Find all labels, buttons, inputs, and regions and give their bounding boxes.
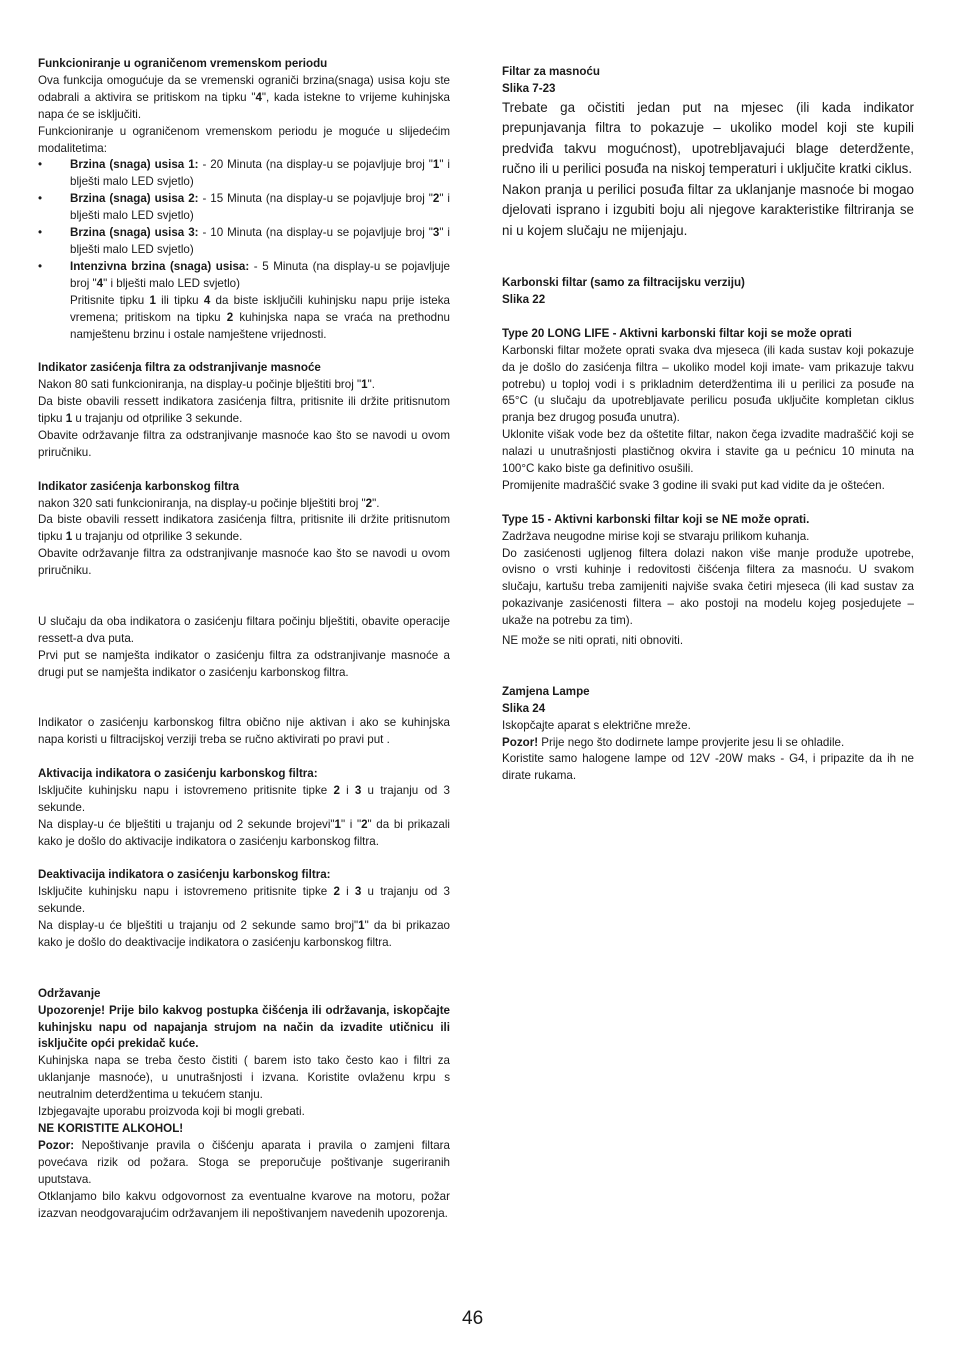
alcohol-warning: NE KORISTITE ALKOHOL! <box>38 1121 184 1135</box>
list-item: • Brzina (snaga) usisa 2: - 15 Minuta (na display-u se pojavljuje broj "2" i blješti malo LED svjetlo) <box>38 192 450 223</box>
paragraph: Otklanjamo bilo kakvu odgovornost za eventualne kvarove na motoru, požar izazvan neodgovarajućim održavanjem ili nepoštivanjem navedenih upozorenja. <box>38 1189 450 1220</box>
paragraph: Koristite samo halogene lampe od 12V -20W maks - G4, i pripazite da ih ne dirate rukama. <box>502 752 914 783</box>
speed-list <box>38 157 450 343</box>
paragraph: Zadržava neugodne mirise koji se stvaraju prilikom kuhanja. <box>502 529 810 543</box>
paragraph: NE može se niti oprati, niti obnoviti. <box>502 634 684 648</box>
paragraph: Na display-u će blještiti u trajanju od 2 sekunde brojevi"1" i "2" da bi prikazali kako je došlo do aktivacije indikatora o zasićenju karbonskog filtra. <box>38 817 450 848</box>
figure-ref: Slika 22 <box>502 293 546 307</box>
paragraph: Nakon pranja u perilici posuđa filtar za uklanjanje masnoće bi mogao djelovati isprano i izgubiti boju ali njegove karakteristike filtriranja se ni u kojem slučaju ne mijenjaju. <box>502 181 914 238</box>
right-column <box>502 64 914 785</box>
paragraph: Obavite održavanje filtra za odstranjivanje masnoće kao što se navodi u ovom priručniku. <box>38 428 450 459</box>
paragraph: Nakon 80 sati funkcioniranja, na display-u počinje blještiti broj "1". <box>38 378 375 392</box>
paragraph: Da biste obavili ressett indikatora zasićenja filtra, pritisnite ili držite pritisnutom tipku 1 u trajanju od otprilike 3 sekunde. <box>38 513 450 544</box>
paragraph: Funkcioniranje u ograničenom vremenskom periodu je moguće u slijedećim modalitetima: <box>38 124 450 155</box>
paragraph: Kuhinjska napa se treba često čistiti ( barem isto tako često kao i filtri za uklanjanje masnoće), u unutrašnjosti i izvana. Koristite ovlaženu krpu s neutralnim deterdžentima u tekućem stanju. <box>38 1054 450 1102</box>
paragraph: Da biste obavili ressett indikatora zasićenja filtra, pritisnite ili držite pritisnutom tipku 1 u trajanju od otprilike 3 sekunde. <box>38 395 450 426</box>
paragraph: Indikator o zasićenju karbonskog filtra obično nije aktivan i ako se kuhinjska napa koristi u filtracijskoj verziji treba se ručno aktivirati po pravi put . <box>38 716 450 747</box>
paragraph: Pozor: Nepoštivanje pravila o čišćenju aparata i pravila o zamjeni filtara povećava rizik od požara. Stoga se preporučuje poštivanje sugeriranih uputstava. <box>38 1138 450 1186</box>
list-item: • Intenzivna brzina (snaga) usisa: - 5 Minuta (na display-u se pojavljuje broj "4" i blješti malo LED svjetlo) Pritisnite tipku 1 ili tipku 4 da biste isključili kuhinjsku napu prije isteka vremena; pritiskom na tipku 2 kuhinjska napa se vraća na prethodnu namještenu brzinu i ostale namještene vrijednosti. <box>38 259 450 341</box>
section-title: Type 20 LONG LIFE - Aktivni karbonski filtar koji se može oprati <box>502 326 852 340</box>
paragraph: Prvi put se namješta indikator o zasićenju filtra za odstranjivanje masnoće a drugi put se namješta indikator o zasićenju karbonskog filtra. <box>38 648 450 679</box>
section-title: Zamjena Lampe <box>502 684 590 698</box>
paragraph: Promijenite madraščić svake 3 godine ili svaki put kad vidite da je oštećen. <box>502 478 885 492</box>
figure-ref: Slika 24 <box>502 701 546 715</box>
page-number: 46 <box>462 1308 484 1329</box>
paragraph: Iskopčajte aparat s električne mreže. <box>502 718 691 732</box>
paragraph: Ova funkcija omogućuje da se vremenski ograniči brzina(snaga) usisa koju ste odabrali a aktivira se pritiskom na tipku "4", kada istekne to vrijeme kuhinjska napa će se isključiti. <box>38 73 450 121</box>
section-title: Type 15 - Aktivni karbonski filtar koji se NE može oprati. <box>502 512 810 526</box>
list-item: • Brzina (snaga) usisa 1: - 20 Minuta (na display-u se pojavljuje broj "1" i blješti malo LED svjetlo) <box>38 158 450 189</box>
figure-ref: Slika 7-23 <box>502 81 556 95</box>
paragraph: Na display-u će blještiti u trajanju od 2 sekunde samo broj"1" da bi prikazao kako je došlo do deaktivacije indikatora o zasićenju karbonskog filtra. <box>38 919 450 950</box>
paragraph: Isključite kuhinjsku napu i istovremeno pritisnite tipke 2 i 3 u trajanju od 3 sekunde. <box>38 783 450 814</box>
section-title: Indikator zasićenja karbonskog filtra <box>38 479 240 493</box>
paragraph: Pozor! Prije nego što dodirnete lampe provjerite jesu li se ohladile. <box>502 735 845 749</box>
paragraph: Karbonski filtar možete oprati svaka dva mjeseca (ili kada sustav koji pokazuje da je došlo do zasićenja filtra – ukoliko model koji imate- vam prikazuje takvu potrebu) u toploj vodi i s prikladnim deterdžentima ili u perilici za posuđe na 65°C (u slučaju da upotrebljavate perilicu posuđa uključite kompletan ciklus pranja bez drugog posuđa unutra). <box>502 343 914 425</box>
paragraph: Uklonite višak vode bez da oštetite filtar, nakon čega izvadite madraščić koji se nalazi u unutrašnjosti plastičnog okvira i stavite ga u pećnicu 10 minuta na 100°C kako biste ga definitivo osušili. <box>502 428 914 476</box>
left-column <box>38 56 450 1222</box>
paragraph: Isključite kuhinjsku napu i istovremeno pritisnite tipke 2 i 3 u trajanju od 3 sekunde. <box>38 885 450 916</box>
paragraph: Trebate ga očistiti jedan put na mjesec (ili kada indikator prepunjavanja filtra to pokazuje – ukoliko model koji ste kupili predviđa takvu mogućnost), upotrebljavajući blage deterdžente, ručno ili u perilici posuđa na niskoj temperaturi i uključite kratki ciklus. <box>502 99 914 177</box>
section-title: Održavanje <box>38 986 101 1000</box>
paragraph: Obavite održavanje filtra za odstranjivanje masnoće kao što se navodi u ovom priručniku. <box>38 547 450 578</box>
section-title: Karbonski filtar (samo za filtracijsku verziju) <box>502 276 745 290</box>
section-title: Aktivacija indikatora o zasićenju karbonskog filtra: <box>38 766 318 780</box>
paragraph: Izbjegavajte uporabu proizvoda koji bi mogli grebati. <box>38 1105 305 1119</box>
section-title: Filtar za masnoću <box>502 65 600 78</box>
warning-paragraph: Upozorenje! Prije bilo kakvog postupka čišćenja ili održavanja, iskopčajte kuhinjsku napu od napajanja strujom na način da izvadite utičnicu ili isključite opći prekidač kuće. <box>38 1003 450 1051</box>
section-title: Funkcioniranje u ograničenom vremenskom periodu <box>38 57 328 70</box>
paragraph: nakon 320 sati funkcioniranja, na display-u počinje blještiti broj "2". <box>38 496 380 510</box>
section-title: Indikator zasićenja filtra za odstranjivanje masnoće <box>38 361 321 375</box>
section-title: Deaktivacija indikatora o zasićenju karbonskog filtra: <box>38 868 331 882</box>
paragraph: U slučaju da oba indikatora o zasićenju filtara počinju blještiti, obavite operacije ressett-a dva puta. <box>38 614 450 645</box>
list-item: • Brzina (snaga) usisa 3: - 10 Minuta (na display-u se pojavljuje broj "3" i blješti malo LED svjetlo) <box>38 226 450 256</box>
paragraph: Do zasićenosti ugljenog filtera dolazi nakon više manje produže upotrebe, ovisno o vrsti kuhinje i redovitosti čišćenja filtera za masnoću. U svakom slučaju, kartušu treba zamijeniti najviše svaka četiri mjeseca (ili kad sustav za pokazivanje zasićenosti filtera – ako postoji na modelu kojeg posjedujete – ukaže na potrebu za tim). <box>502 546 914 628</box>
